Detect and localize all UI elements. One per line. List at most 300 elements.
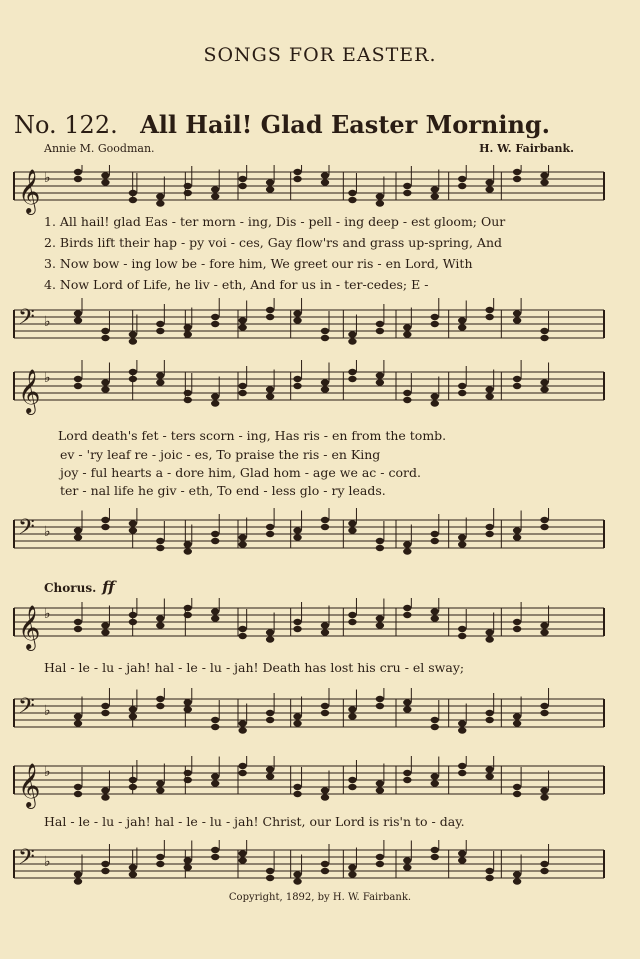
note-head bbox=[211, 717, 219, 723]
note-head bbox=[74, 527, 82, 533]
note-head bbox=[238, 727, 246, 733]
note-head bbox=[238, 317, 246, 323]
note-head bbox=[348, 777, 356, 783]
note-head bbox=[293, 784, 301, 790]
note-head bbox=[431, 321, 439, 327]
note-head bbox=[348, 864, 356, 870]
note-head bbox=[431, 186, 439, 192]
note-head bbox=[238, 850, 246, 856]
note-head bbox=[129, 376, 137, 382]
music-system-2-treble bbox=[0, 360, 640, 420]
note-head bbox=[540, 335, 548, 341]
note-head bbox=[321, 787, 329, 793]
note-head bbox=[129, 612, 137, 618]
note-head bbox=[129, 784, 137, 790]
note-head bbox=[485, 524, 493, 530]
note-head bbox=[293, 871, 301, 877]
note-head bbox=[458, 626, 466, 632]
note-head bbox=[458, 317, 466, 323]
note-head bbox=[513, 169, 521, 175]
note-head bbox=[376, 328, 384, 334]
note-head bbox=[211, 193, 219, 199]
note-head bbox=[129, 713, 137, 719]
note-head bbox=[293, 383, 301, 389]
note-head bbox=[211, 186, 219, 192]
flat-key-signature-icon: ♭ bbox=[44, 370, 51, 386]
note-head bbox=[74, 176, 82, 182]
note-head bbox=[266, 773, 274, 779]
note-head bbox=[376, 379, 384, 385]
note-head bbox=[376, 861, 384, 867]
note-head bbox=[211, 538, 219, 544]
note-head bbox=[293, 176, 301, 182]
note-head bbox=[293, 720, 301, 726]
note-head bbox=[403, 777, 411, 783]
note-head bbox=[184, 770, 192, 776]
note-head bbox=[211, 400, 219, 406]
note-head bbox=[211, 773, 219, 779]
note-head bbox=[431, 314, 439, 320]
note-head bbox=[348, 338, 356, 344]
note-head bbox=[184, 857, 192, 863]
note-head bbox=[540, 517, 548, 523]
verse-3-line-2: joy - ful hearts a - dore him, Glad hom - age we ac - cord. bbox=[60, 465, 421, 480]
note-head bbox=[156, 622, 164, 628]
music-system-4-bass bbox=[0, 840, 640, 896]
note-head bbox=[321, 328, 329, 334]
verse-2-line-1: 2. Birds lift their hap - py voi - ces, Gay flow'rs and grass up-spring, And bbox=[44, 235, 503, 250]
note-head bbox=[513, 383, 521, 389]
note-head bbox=[485, 393, 493, 399]
note-head bbox=[540, 328, 548, 334]
note-head bbox=[513, 527, 521, 533]
note-head bbox=[184, 864, 192, 870]
note-head bbox=[540, 622, 548, 628]
note-head bbox=[348, 520, 356, 526]
note-head bbox=[403, 864, 411, 870]
note-head bbox=[321, 861, 329, 867]
note-head bbox=[101, 861, 109, 867]
note-head bbox=[485, 875, 493, 881]
note-head bbox=[101, 703, 109, 709]
note-head bbox=[513, 619, 521, 625]
note-head bbox=[431, 193, 439, 199]
note-head bbox=[266, 393, 274, 399]
note-head bbox=[540, 710, 548, 716]
note-head bbox=[238, 626, 246, 632]
note-head bbox=[129, 369, 137, 375]
note-head bbox=[101, 517, 109, 523]
note-head bbox=[403, 605, 411, 611]
bass-clef-icon: 𝄢 bbox=[18, 694, 35, 724]
note-head bbox=[458, 183, 466, 189]
composer: H. W. Fairbank. bbox=[479, 142, 574, 155]
note-head bbox=[74, 534, 82, 540]
note-head bbox=[321, 335, 329, 341]
note-head bbox=[266, 636, 274, 642]
note-head bbox=[485, 766, 493, 772]
note-head bbox=[74, 619, 82, 625]
hymn-header bbox=[14, 110, 626, 139]
note-head bbox=[403, 699, 411, 705]
note-head bbox=[184, 397, 192, 403]
note-head bbox=[238, 720, 246, 726]
note-head bbox=[211, 780, 219, 786]
note-head bbox=[293, 527, 301, 533]
note-head bbox=[321, 629, 329, 635]
note-head bbox=[485, 179, 493, 185]
note-head bbox=[458, 763, 466, 769]
note-head bbox=[156, 379, 164, 385]
note-head bbox=[156, 696, 164, 702]
note-head bbox=[376, 787, 384, 793]
note-head bbox=[540, 524, 548, 530]
note-head bbox=[348, 713, 356, 719]
lyricist: Annie M. Goodman. bbox=[44, 142, 155, 155]
note-head bbox=[403, 390, 411, 396]
note-head bbox=[376, 321, 384, 327]
note-head bbox=[431, 531, 439, 537]
note-head bbox=[403, 770, 411, 776]
note-head bbox=[431, 773, 439, 779]
flat-key-signature-icon: ♭ bbox=[44, 854, 51, 870]
page-title: SONGS FOR EASTER. bbox=[203, 44, 437, 66]
note-head bbox=[101, 710, 109, 716]
note-head bbox=[321, 179, 329, 185]
note-head bbox=[238, 383, 246, 389]
note-head bbox=[321, 379, 329, 385]
note-head bbox=[513, 791, 521, 797]
note-head bbox=[293, 376, 301, 382]
note-head bbox=[211, 854, 219, 860]
note-head bbox=[129, 871, 137, 877]
note-head bbox=[129, 706, 137, 712]
note-head bbox=[403, 331, 411, 337]
note-head bbox=[321, 703, 329, 709]
note-head bbox=[348, 706, 356, 712]
note-head bbox=[74, 791, 82, 797]
note-head bbox=[431, 538, 439, 544]
note-head bbox=[129, 619, 137, 625]
note-head bbox=[403, 183, 411, 189]
note-head bbox=[513, 534, 521, 540]
note-head bbox=[403, 397, 411, 403]
note-head bbox=[485, 636, 493, 642]
note-head bbox=[540, 868, 548, 874]
note-head bbox=[238, 770, 246, 776]
note-head bbox=[293, 713, 301, 719]
note-head bbox=[74, 383, 82, 389]
note-head bbox=[348, 784, 356, 790]
note-head bbox=[293, 317, 301, 323]
note-head bbox=[485, 710, 493, 716]
note-head bbox=[513, 720, 521, 726]
note-head bbox=[321, 517, 329, 523]
chorus-text: Chorus. bbox=[44, 581, 97, 595]
note-head bbox=[156, 545, 164, 551]
note-head bbox=[376, 622, 384, 628]
note-head bbox=[376, 780, 384, 786]
note-head bbox=[101, 386, 109, 392]
note-head bbox=[513, 626, 521, 632]
note-head bbox=[74, 169, 82, 175]
note-head bbox=[513, 376, 521, 382]
note-head bbox=[129, 338, 137, 344]
note-head bbox=[74, 878, 82, 884]
music-system-4-treble bbox=[0, 756, 640, 812]
note-head bbox=[376, 545, 384, 551]
note-head bbox=[266, 386, 274, 392]
note-head bbox=[156, 538, 164, 544]
copyright: Copyright, 1892, by H. W. Fairbank. bbox=[228, 892, 412, 903]
note-head bbox=[540, 629, 548, 635]
note-head bbox=[156, 861, 164, 867]
note-head bbox=[156, 193, 164, 199]
note-head bbox=[403, 857, 411, 863]
note-head bbox=[348, 871, 356, 877]
note-head bbox=[540, 179, 548, 185]
note-head bbox=[293, 878, 301, 884]
note-head bbox=[211, 608, 219, 614]
note-head bbox=[238, 857, 246, 863]
note-head bbox=[458, 383, 466, 389]
note-head bbox=[266, 629, 274, 635]
note-head bbox=[156, 321, 164, 327]
note-head bbox=[238, 390, 246, 396]
music-system-1-bass bbox=[0, 298, 640, 358]
note-head bbox=[238, 763, 246, 769]
note-head bbox=[376, 615, 384, 621]
note-head bbox=[485, 386, 493, 392]
note-head bbox=[513, 317, 521, 323]
note-head bbox=[184, 541, 192, 547]
note-head bbox=[211, 615, 219, 621]
flat-key-signature-icon: ♭ bbox=[44, 314, 51, 330]
note-head bbox=[101, 524, 109, 530]
note-head bbox=[431, 854, 439, 860]
note-head bbox=[74, 626, 82, 632]
note-head bbox=[458, 633, 466, 639]
bass-clef-icon: 𝄢 bbox=[18, 305, 35, 335]
note-head bbox=[485, 531, 493, 537]
note-head bbox=[348, 527, 356, 533]
note-head bbox=[156, 372, 164, 378]
note-head bbox=[184, 612, 192, 618]
note-head bbox=[540, 703, 548, 709]
note-head bbox=[540, 379, 548, 385]
note-head bbox=[513, 784, 521, 790]
note-head bbox=[458, 541, 466, 547]
note-head bbox=[238, 176, 246, 182]
note-head bbox=[184, 331, 192, 337]
note-head bbox=[129, 527, 137, 533]
note-head bbox=[485, 186, 493, 192]
note-head bbox=[376, 854, 384, 860]
note-head bbox=[184, 324, 192, 330]
note-head bbox=[266, 868, 274, 874]
flat-key-signature-icon: ♭ bbox=[44, 703, 51, 719]
note-head bbox=[129, 864, 137, 870]
note-head bbox=[348, 376, 356, 382]
note-head bbox=[101, 172, 109, 178]
note-head bbox=[211, 531, 219, 537]
note-head bbox=[293, 626, 301, 632]
note-head bbox=[101, 794, 109, 800]
note-head bbox=[458, 720, 466, 726]
note-head bbox=[321, 794, 329, 800]
note-head bbox=[348, 619, 356, 625]
note-head bbox=[74, 376, 82, 382]
flat-key-signature-icon: ♭ bbox=[44, 606, 51, 622]
note-head bbox=[485, 314, 493, 320]
treble-clef-icon: 𝄞 bbox=[18, 763, 41, 807]
note-head bbox=[156, 328, 164, 334]
note-head bbox=[101, 622, 109, 628]
note-head bbox=[211, 724, 219, 730]
note-head bbox=[156, 703, 164, 709]
note-head bbox=[458, 324, 466, 330]
note-head bbox=[485, 717, 493, 723]
note-head bbox=[129, 777, 137, 783]
note-head bbox=[184, 190, 192, 196]
note-head bbox=[458, 857, 466, 863]
note-head bbox=[348, 190, 356, 196]
chorus-line-1: Hal - le - lu - jah! hal - le - lu - jah! Death has lost his cru - el sway; bbox=[44, 660, 465, 675]
note-head bbox=[540, 386, 548, 392]
note-head bbox=[238, 633, 246, 639]
treble-clef-icon: 𝄞 bbox=[18, 605, 41, 649]
verse-4-line-2: ter - nal life he giv - eth, To end - less glo - ry leads. bbox=[60, 483, 386, 498]
note-head bbox=[348, 197, 356, 203]
note-head bbox=[403, 612, 411, 618]
note-head bbox=[74, 871, 82, 877]
note-head bbox=[101, 629, 109, 635]
note-head bbox=[348, 331, 356, 337]
note-head bbox=[513, 871, 521, 877]
note-head bbox=[266, 875, 274, 881]
note-head bbox=[101, 787, 109, 793]
note-head bbox=[376, 703, 384, 709]
note-head bbox=[348, 612, 356, 618]
note-head bbox=[431, 717, 439, 723]
verse-4-line-1: 4. Now Lord of Life, he liv - eth, And for us in - ter-cedes; E - bbox=[44, 277, 429, 292]
note-head bbox=[348, 369, 356, 375]
treble-clef-icon: 𝄞 bbox=[18, 369, 41, 413]
note-head bbox=[74, 720, 82, 726]
hymn-title: All Hail! Glad Easter Morning. bbox=[140, 110, 551, 139]
note-head bbox=[403, 706, 411, 712]
note-head bbox=[376, 696, 384, 702]
note-head bbox=[403, 548, 411, 554]
note-head bbox=[376, 372, 384, 378]
note-head bbox=[156, 200, 164, 206]
music-system-1-treble bbox=[0, 165, 640, 215]
note-head bbox=[184, 605, 192, 611]
note-head bbox=[403, 324, 411, 330]
note-head bbox=[293, 619, 301, 625]
note-head bbox=[74, 784, 82, 790]
bass-clef-icon: 𝄢 bbox=[18, 845, 35, 875]
note-head bbox=[540, 787, 548, 793]
note-head bbox=[485, 868, 493, 874]
flat-key-signature-icon: ♭ bbox=[44, 170, 51, 186]
note-head bbox=[403, 541, 411, 547]
note-head bbox=[458, 727, 466, 733]
note-head bbox=[458, 176, 466, 182]
music-system-2-bass bbox=[0, 508, 640, 568]
note-head bbox=[266, 717, 274, 723]
note-head bbox=[540, 861, 548, 867]
note-head bbox=[376, 538, 384, 544]
note-head bbox=[184, 548, 192, 554]
note-head bbox=[321, 524, 329, 530]
note-head bbox=[156, 787, 164, 793]
note-head bbox=[431, 608, 439, 614]
hymn-number: No. 122. bbox=[14, 111, 118, 139]
note-head bbox=[293, 534, 301, 540]
note-head bbox=[485, 773, 493, 779]
note-head bbox=[321, 868, 329, 874]
note-head bbox=[184, 706, 192, 712]
note-head bbox=[293, 791, 301, 797]
note-head bbox=[540, 794, 548, 800]
music-system-3-bass bbox=[0, 688, 640, 746]
verse-3-line-1: 3. Now bow - ing low be - fore him, We greet our ris - en Lord, With bbox=[44, 256, 473, 271]
flat-key-signature-icon: ♭ bbox=[44, 764, 51, 780]
note-head bbox=[184, 699, 192, 705]
note-head bbox=[211, 393, 219, 399]
note-head bbox=[485, 307, 493, 313]
note-head bbox=[238, 534, 246, 540]
note-head bbox=[321, 710, 329, 716]
note-head bbox=[101, 328, 109, 334]
note-head bbox=[458, 390, 466, 396]
note-head bbox=[156, 615, 164, 621]
note-head bbox=[431, 400, 439, 406]
verse-1-line-2: Lord death's fet - ters scorn - ing, Has ris - en from the tomb. bbox=[58, 428, 447, 443]
note-head bbox=[321, 386, 329, 392]
note-head bbox=[266, 766, 274, 772]
note-head bbox=[74, 317, 82, 323]
note-head bbox=[513, 176, 521, 182]
note-head bbox=[101, 335, 109, 341]
note-head bbox=[540, 172, 548, 178]
note-head bbox=[431, 724, 439, 730]
chorus-label bbox=[44, 578, 115, 596]
note-head bbox=[156, 780, 164, 786]
note-head bbox=[431, 393, 439, 399]
note-head bbox=[129, 520, 137, 526]
note-head bbox=[238, 541, 246, 547]
bass-clef-icon: 𝄢 bbox=[18, 515, 35, 545]
chorus-line-2: Hal - le - lu - jah! hal - le - lu - jah! Christ, our Lord is ris'n to - day. bbox=[44, 814, 465, 829]
note-head bbox=[458, 850, 466, 856]
note-head bbox=[74, 310, 82, 316]
note-head bbox=[513, 878, 521, 884]
note-head bbox=[101, 379, 109, 385]
note-head bbox=[266, 531, 274, 537]
note-head bbox=[74, 713, 82, 719]
note-head bbox=[431, 615, 439, 621]
note-head bbox=[238, 183, 246, 189]
note-head bbox=[184, 390, 192, 396]
note-head bbox=[184, 777, 192, 783]
note-head bbox=[184, 183, 192, 189]
note-head bbox=[513, 310, 521, 316]
note-head bbox=[376, 193, 384, 199]
note-head bbox=[266, 710, 274, 716]
note-head bbox=[101, 868, 109, 874]
